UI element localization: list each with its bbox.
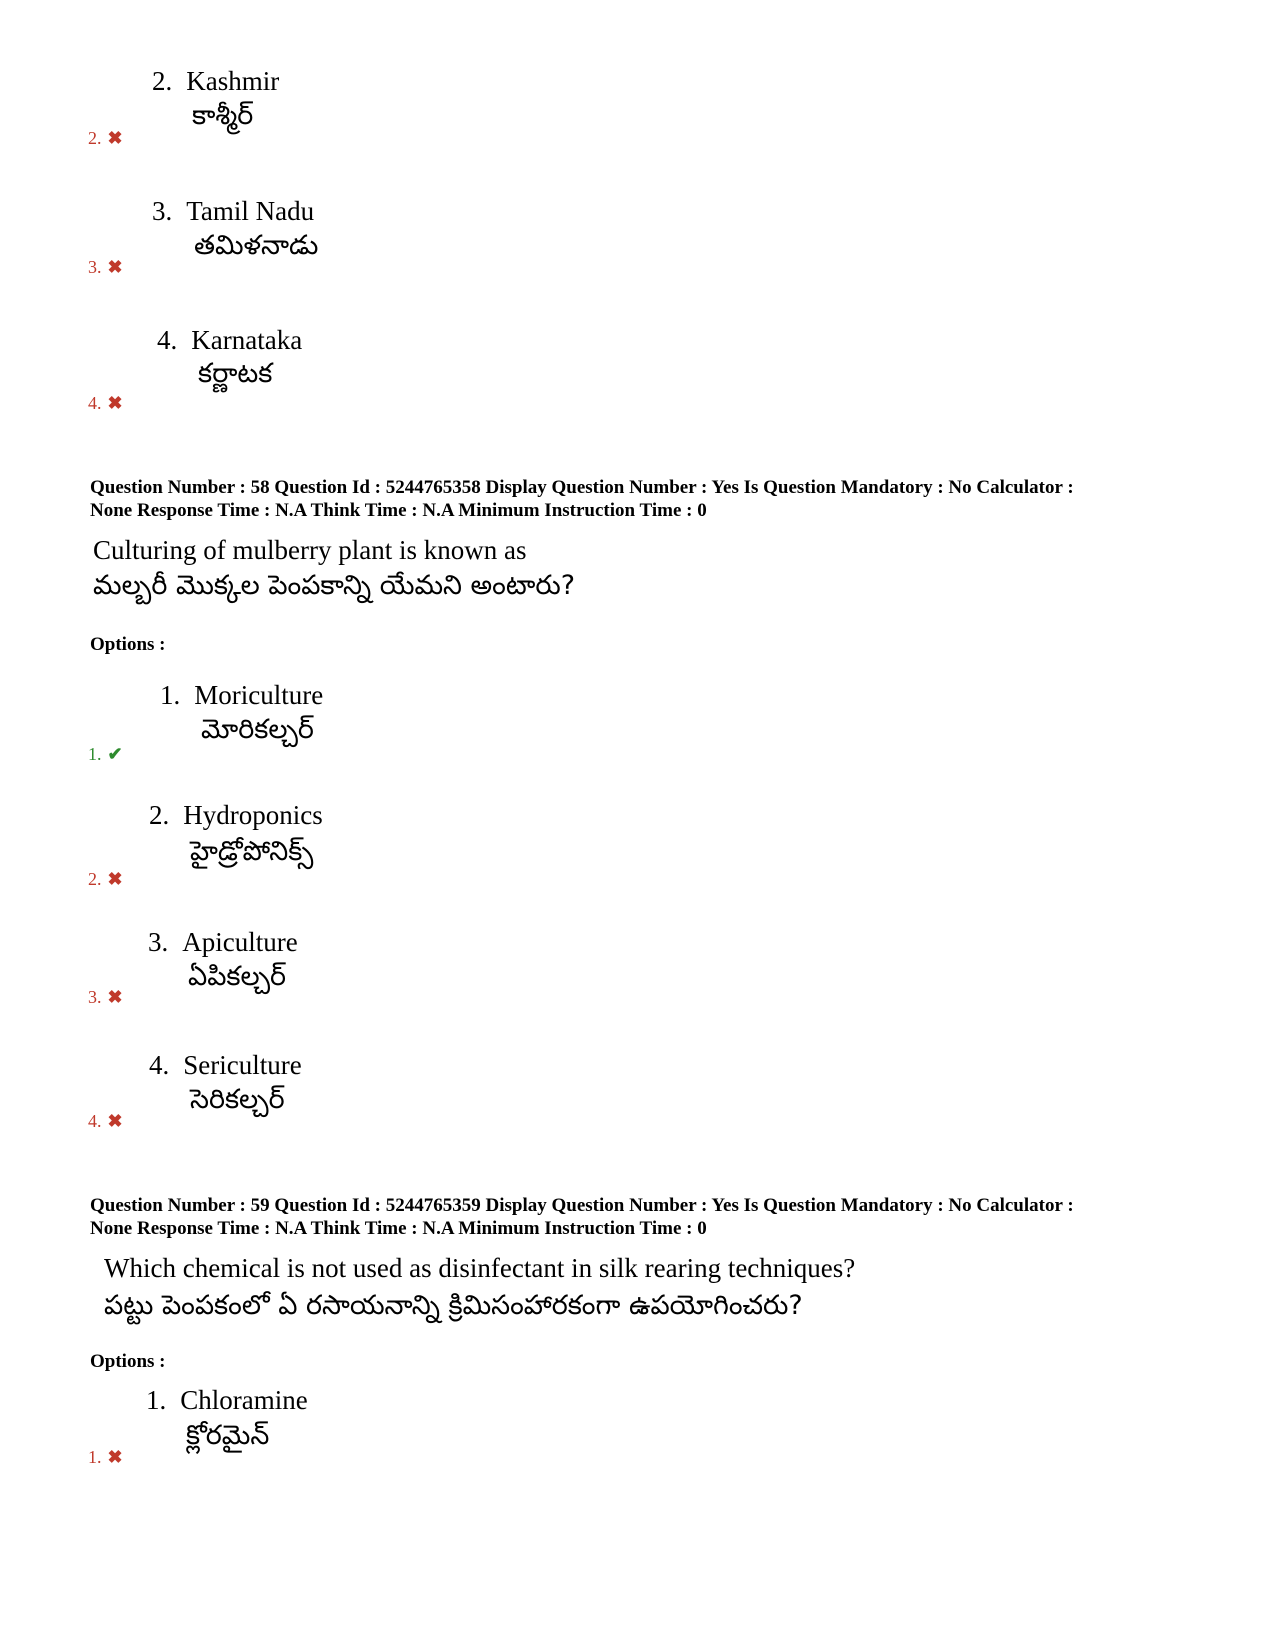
- answer-marker: 3. ✖: [88, 987, 123, 1007]
- cross-mark-icon: ✖: [107, 987, 123, 1007]
- option-text-en: Apiculture: [182, 927, 298, 957]
- option-text-en: Hydroponics: [183, 800, 323, 830]
- option-text-en: Tamil Nadu: [186, 196, 315, 226]
- answer-marker: 2. ✖: [88, 128, 123, 148]
- option-text-te: తమిళనాడు: [194, 230, 319, 261]
- answer-marker: 1. ✔: [88, 744, 123, 764]
- question-meta: Question Number : 59 Question Id : 5244765359 Display Question Number : Yes Is Question Mandatory : No Calculator : None Response Time : N.A Think Time : N.A Minimum Instruction Time : 0: [90, 1195, 1074, 1239]
- option-text-te: మోరికల్చర్: [201, 714, 314, 745]
- check-mark-icon: ✔: [107, 744, 123, 764]
- cross-mark-icon: ✖: [107, 1447, 123, 1467]
- option-number: 3.: [148, 927, 169, 957]
- option-text-te: కాశ్మీర్: [192, 100, 254, 131]
- question-text-en: Which chemical is not used as disinfectant in silk rearing techniques?: [104, 1253, 856, 1283]
- answer-marker: 1. ✖: [88, 1447, 123, 1467]
- option-number: 4.: [149, 1050, 170, 1080]
- question-text-te: పట్టు పెంపకంలో ఏ రసాయనాన్ని క్రిమిసంహారకంగా ఉపయోగించరు?: [104, 1290, 803, 1321]
- option-text-en: Chloramine: [180, 1385, 308, 1415]
- options-label: Options :: [90, 634, 166, 655]
- option-number: 3.: [152, 196, 173, 226]
- option-text-en: Kashmir: [186, 66, 280, 96]
- question-text-te: మల్బరీ మొక్కల పెంపకాన్ని యేమని అంటారు?: [93, 570, 576, 601]
- option-number: 1.: [160, 680, 181, 710]
- answer-marker: 2. ✖: [88, 869, 123, 889]
- cross-mark-icon: ✖: [107, 393, 123, 413]
- option-text-te: సెరికల్చర్: [190, 1084, 285, 1115]
- option-text-en: Moriculture: [194, 680, 324, 710]
- answer-marker: 3. ✖: [88, 257, 123, 277]
- answer-marker: 4. ✖: [88, 393, 123, 413]
- cross-mark-icon: ✖: [107, 128, 123, 148]
- answer-marker: 4. ✖: [88, 1111, 123, 1131]
- option-number: 2.: [149, 800, 170, 830]
- options-label: Options :: [90, 1351, 166, 1372]
- option-number: 2.: [152, 66, 173, 96]
- option-text-en: Sericulture: [183, 1050, 302, 1080]
- option-text-te: కర్ణాటక: [198, 358, 273, 389]
- cross-mark-icon: ✖: [107, 257, 123, 277]
- cross-mark-icon: ✖: [107, 1111, 123, 1131]
- question-text-en: Culturing of mulberry plant is known as: [93, 535, 527, 565]
- question-meta: Question Number : 58 Question Id : 5244765358 Display Question Number : Yes Is Question Mandatory : No Calculator : None Response Time : N.A Think Time : N.A Minimum Instruction Time : 0: [90, 477, 1074, 521]
- cross-mark-icon: ✖: [107, 869, 123, 889]
- option-text-te: క్లోరమైన్: [186, 1420, 270, 1451]
- option-number: 1.: [146, 1385, 167, 1415]
- option-text-te: హైడ్రోపోనిక్స్: [190, 836, 314, 867]
- option-text-en: Karnataka: [191, 325, 303, 355]
- option-text-te: ఏపికల్చర్: [188, 961, 287, 992]
- option-number: 4.: [157, 325, 178, 355]
